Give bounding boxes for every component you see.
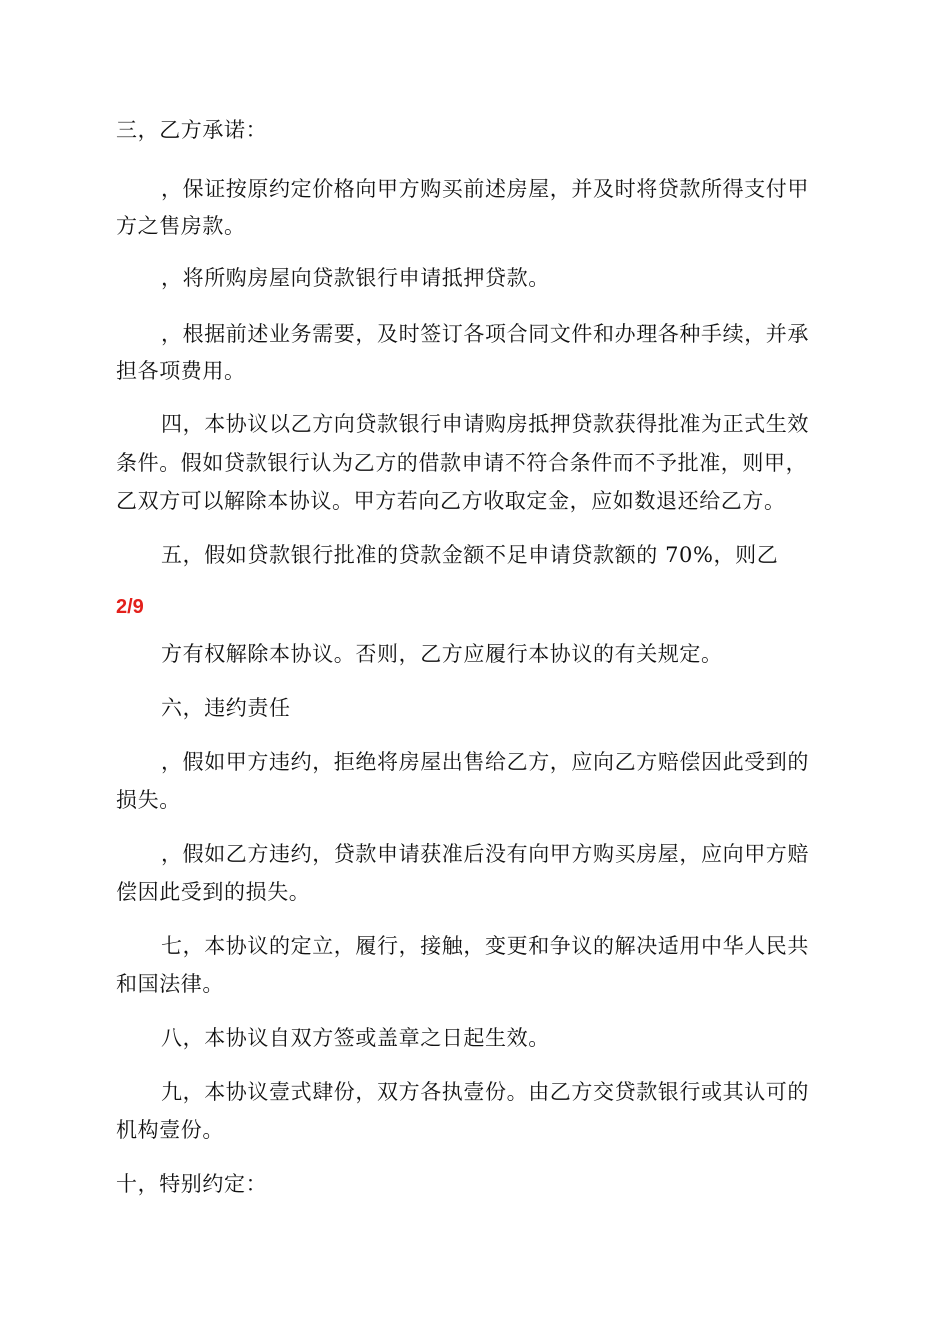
- paragraph-line: 偿因此受到的损失。: [116, 880, 311, 904]
- paragraph-line: 乙双方可以解除本协议。甲方若向乙方收取定金，应如数退还给乙方。: [116, 489, 786, 513]
- section-four-line: 四，本协议以乙方向贷款银行申请购房抵押贷款获得批准为正式生效: [161, 412, 809, 436]
- section-seven-line: 七，本协议的定立，履行，接触，变更和争议的解决适用中华人民共: [161, 934, 809, 958]
- section-ten-heading: 十，特别约定：: [116, 1172, 268, 1196]
- section-three-heading: 三，乙方承诺：: [116, 118, 268, 142]
- paragraph-line: ，将所购房屋向贷款银行申请抵押贷款。: [161, 266, 550, 290]
- section-nine-line: 九，本协议壹式肆份，双方各执壹份。由乙方交贷款银行或其认可的: [161, 1080, 809, 1104]
- paragraph-line: ，保证按原约定价格向甲方购买前述房屋，并及时将贷款所得支付甲: [161, 177, 809, 201]
- paragraph-line: ，假如甲方违约，拒绝将房屋出售给乙方，应向乙方赔偿因此受到的: [161, 750, 809, 774]
- paragraph-line: 方之售房款。: [116, 214, 246, 238]
- section-five-line: 五，假如贷款银行批准的贷款金额不足申请贷款额的 70%，则乙: [161, 543, 779, 567]
- paragraph-line: 方有权解除本协议。否则，乙方应履行本协议的有关规定。: [161, 642, 723, 666]
- paragraph-line: ，假如乙方违约，贷款申请获准后没有向甲方购买房屋，应向甲方赔: [161, 842, 809, 866]
- paragraph-line: 机构壹份。: [116, 1118, 224, 1142]
- section-eight-line: 八，本协议自双方签或盖章之日起生效。: [161, 1026, 550, 1050]
- section-six-heading: 六，违约责任: [161, 696, 291, 720]
- paragraph-line: ，根据前述业务需要，及时签订各项合同文件和办理各种手续，并承: [161, 322, 809, 346]
- paragraph-line: 和国法律。: [116, 972, 224, 996]
- page-number: 2/9: [116, 596, 144, 618]
- paragraph-line: 条件。假如贷款银行认为乙方的借款申请不符合条件而不予批准，则甲，: [116, 451, 808, 475]
- paragraph-line: 损失。: [116, 788, 181, 812]
- paragraph-line: 担各项费用。: [116, 359, 246, 383]
